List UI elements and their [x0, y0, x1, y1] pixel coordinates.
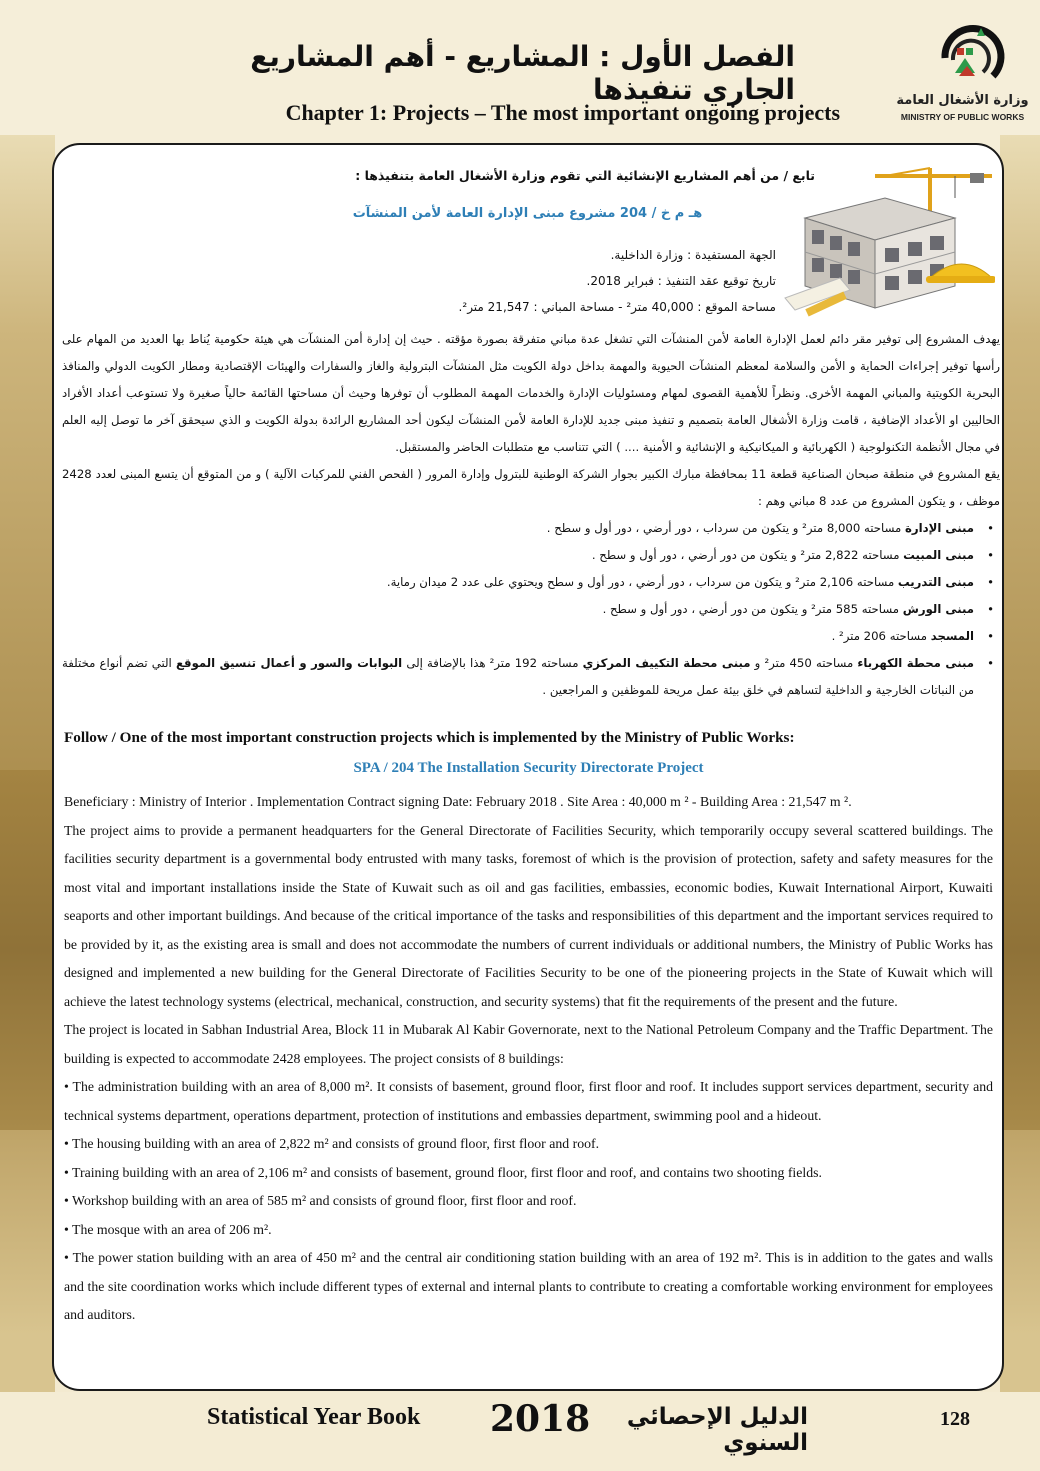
list-item: • Training building with an area of 2,106 m² and consists of basement, ground floor, first floor and roof, and contains two shooting fields.: [64, 1164, 822, 1180]
arabic-section-heading: تابع / من أهم المشاريع الإنشائية التي تقوم وزارة الأشغال العامة بتنفيذها :: [355, 168, 815, 183]
list-item: [62, 650, 1000, 704]
item-text: التي تضم أنواع مختلفة من النباتات الخارجية و الداخلية لتساهم في خلق بيئة عمل مريحة للموظفين و المراجعين .: [62, 656, 974, 697]
english-paragraph-location: The project is located in Sabhan Industrial Area, Block 11 in Mubarak Al Kabir Governorate, next to the National Petroleum Company and the Traffic Department. The building is expected to accommodate 2428 employees. The project consists of 8 buildings:: [64, 1022, 993, 1066]
chapter-title-arabic: الفصل الأول : المشاريع - أهم المشاريع الجاري تنفيذها: [250, 40, 795, 106]
footer-title-english: Statistical Year Book: [207, 1404, 421, 1430]
list-item: [62, 623, 1000, 650]
item-label: مبنى المبيت: [903, 548, 974, 562]
list-item: [62, 569, 1000, 596]
footer-year: 2018: [490, 1398, 591, 1440]
arabic-paragraph-location: يقع المشروع في منطقة صبحان الصناعية قطعة 11 بمحافظة مبارك الكبير بجوار الشركة الوطنية للبترول وإدارة المرور ( الفحص الفني للمركبات الآلية ) و من المتوقع أن يتسع المبنى لعدد 2428 موظف ، و يتكون المشروع من عدد 8 مباني وهم :: [62, 467, 1000, 508]
arabic-buildings-list: [62, 515, 1000, 704]
english-section-heading: Follow / One of the most important construction projects which is implemented by the Ministry of Public Works:: [64, 729, 795, 746]
arabic-info-contract-date: تاريخ توقيع عقد التنفيذ : فبراير 2018.: [586, 274, 776, 288]
item-text: مساحته 585 متر² و يتكون من دور أرضي ، دور أول و سطح .: [602, 602, 903, 616]
left-gold-band: [0, 135, 55, 1395]
page-header: [0, 0, 1040, 140]
page-number: 128: [940, 1408, 970, 1430]
ministry-emblem-icon: [895, 18, 1030, 93]
arabic-info-area: مساحة الموقع : 40,000 متر² - مساحة المباني : 21,547 متر².: [458, 300, 776, 314]
item-text: مساحته 206 متر² .: [831, 629, 931, 643]
english-body: [64, 788, 993, 1330]
item-text: مساحته 8,000 متر² و يتكون من سرداب ، دور أرضي ، دور أول و سطح .: [546, 521, 905, 535]
item-label: المسجد: [930, 629, 974, 643]
arabic-paragraph-purpose: يهدف المشروع إلى توفير مقر دائم لعمل الإدارة العامة لأمن المنشآت التي تشغل عدة مباني متفرقة بصورة مؤقته . حيث إن إدارة أمن المنشآت هي هيئة حكومية يُناط بها العديد من المهام على رأسها توفير إجراءات الحماية و الأمن والسلامة لمعظم المنشآت الحيوية والمهمة بداخل دولة الكويت مثل المنشآت البترولية والغاز والسفارات والهيئات الإقتصادية ومطار الكويت الدولي والمنافذ البحرية الكويتية والمباني المهمة الأخرى. ونظراً للأهمية القصوى لمهام ومسئوليات الإدارة والخدمات المهمة المطلوب أن توفرها وحيث أن مساحتها القائمة حالياً صغيرة ولا تستوعب أعداد الأفراد الحاليين او الأعداد الإضافية ، قامت وزارة الأشغال العامة بتصميم و تنفيذ مبنى جديد للإدارة العامة لأمن المنشآت ليكون أحد المشاريع الرائدة بدولة الكويت و الذي سيحقق آخر ما توصل إليه العلم في مجال الأنظمة التكنولوجية ( الكهربائية و الميكانيكية و الإنشائية و الأمنية .... ) التي تتناسب مع متطلبات الحاضر والمستقبل.: [62, 332, 1000, 454]
arabic-info-beneficiary: الجهة المستفيدة : وزارة الداخلية.: [610, 248, 776, 262]
english-info-line: Beneficiary : Ministry of Interior . Implementation Contract signing Date: February 2018 . Site Area : 40,000 m ² - Building Area : 21,547 m ².: [64, 794, 852, 809]
item-label: مبنى محطة التكييف المركزي: [582, 656, 751, 670]
item-label: مبنى محطة الكهرباء: [857, 656, 975, 670]
item-label: مبنى التدريب: [897, 575, 974, 589]
list-item: [62, 515, 1000, 542]
arabic-body: [62, 326, 1000, 704]
chapter-title-english: Chapter 1: Projects – The most important ongoing projects: [285, 100, 840, 125]
item-label: مبنى الورش: [902, 602, 974, 616]
item-text: مساحته 2,106 متر² و يتكون من سرداب ، دور أرضي ، دور أول و سطح ويحتوي على عدد 2 ميدان رماية.: [386, 575, 898, 589]
item-text: مساحته 192 متر² هذا بالإضافة إلى: [402, 656, 583, 670]
list-item: • The power station building with an area of 450 m² and the central air conditioning station building with an area of 192 m². This is in addition to the gates and walls and the site coordination works which include different types of external and internal plants to contribute to creating a comfortable working environment for employees and auditors.: [64, 1250, 993, 1322]
list-item: [62, 542, 1000, 569]
english-project-title: SPA / 204 The Installation Security Directorate Project: [353, 760, 704, 776]
right-gold-band: [1000, 135, 1040, 1395]
arabic-project-title: هـ م خ / 204 مشروع مبنى الإدارة العامة لأمن المنشآت: [352, 206, 703, 221]
list-item: • Workshop building with an area of 585 m² and consists of ground floor, first floor and roof.: [64, 1193, 577, 1208]
item-text: مساحته 2,822 متر² و يتكون من دور أرضي ، دور أول و سطح .: [591, 548, 904, 562]
item-label: البوابات والسور و أعمال تنسيق الموقع: [175, 656, 403, 670]
list-item: • The administration building with an area of 8,000 m². It consists of basement, ground floor, first floor and roof. It includes support services department, security and technical systems department, operations department, protection of institutions and embassies department, swimming pool and a hideout.: [64, 1079, 993, 1123]
logo-english-text: MINISTRY OF PUBLIC WORKS: [900, 112, 1025, 122]
ministry-logo: [895, 18, 1030, 128]
logo-arabic-text: وزارة الأشغال العامة: [896, 93, 1029, 108]
footer-title-arabic: الدليل الإحصائي السنوي: [626, 1404, 808, 1456]
list-item: • The mosque with an area of 206 m².: [64, 1221, 272, 1237]
item-text: مساحته 450 متر² و: [750, 656, 858, 670]
list-item: [62, 596, 1000, 623]
item-label: مبنى الإدارة: [904, 521, 974, 535]
list-item: • The housing building with an area of 2,822 m² and consists of ground floor, first floor and roof.: [64, 1136, 600, 1151]
english-paragraph-purpose: The project aims to provide a permanent headquarters for the General Directorate of Facilities Security, which temporarily occupy several scattered buildings. The facilities security department is a governmental body entrusted with many tasks, foremost of which is the provision of protection, safety and safety measures for the most vital and important installations inside the State of Kuwait such as oil and gas facilities, embassies, economic bodies, Kuwait International Airport, Kuwaiti seaports and other important buildings. And because of the critical importance of the tasks and responsibilities of this department and the important services required to be provided by it, as the existing area is small and does not accommodate the numbers of current individuals or additional numbers, the Ministry of Public Works has designed and implemented a new building for the General Directorate of Facilities Security to be one of the pioneering projects in the State of Kuwait which will achieve the latest technology systems (electrical, mechanical, construction, and security systems) that fit the requirements of the present and the future.: [64, 822, 993, 1009]
